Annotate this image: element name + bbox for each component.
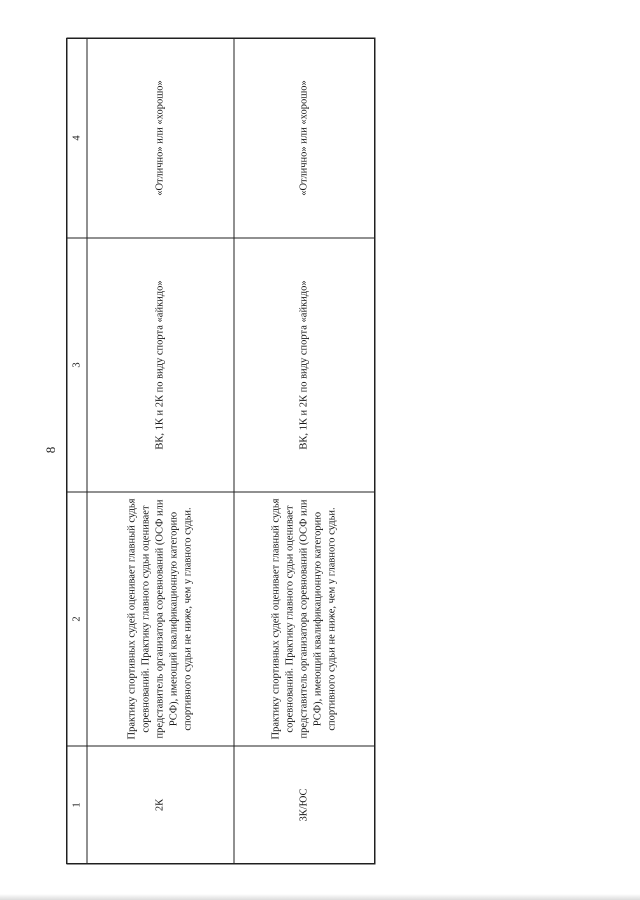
grade-text: «Отлично» или «хорошо» — [153, 79, 165, 196]
qualification-practice-table — [66, 37, 375, 864]
category-code-cell — [233, 746, 374, 864]
table-header-row — [67, 38, 87, 864]
category-code: 3К/ЮС — [297, 788, 309, 821]
column-number-2: 2 — [67, 492, 87, 746]
grade-cell — [233, 38, 374, 238]
evaluation-text: Практику спортивных судей оценивает главный судья соревнований. Практику главного судьи оценивает представитель организатора соревнований (ОСФ или РСФ), имеющий квалификационную категорию спортивного судьи не ниже, чем у главного судьи. — [126, 498, 193, 739]
category-code: 2К — [153, 798, 165, 811]
page-bottom-edge — [0, 894, 640, 900]
evaluation-text: Практику спортивных судей оценивает главный судья соревнований. Практику главного судьи оценивает представитель организатора соревнований (ОСФ или РСФ), имеющий квалификационную категорию спортивного судьи не ниже, чем у главного судьи. — [270, 498, 337, 739]
category-code-cell — [87, 746, 234, 864]
table-row — [233, 38, 374, 864]
column-number-4: 4 — [67, 38, 87, 238]
column-number-3: 3 — [67, 238, 87, 492]
page-number: 8 — [43, 446, 58, 454]
column-number-1: 1 — [67, 746, 87, 864]
evaluation-cell — [87, 492, 234, 746]
grade-text: «Отлично» или «хорошо» — [297, 79, 309, 196]
rotated-table-container — [66, 38, 375, 864]
grade-cell — [87, 38, 234, 238]
referee-categories-cell — [87, 238, 234, 492]
referee-categories-cell — [233, 238, 374, 492]
referee-categories-text: ВК, 1К и 2К по виду спорта «айкидо» — [153, 279, 165, 450]
referee-categories-text: ВК, 1К и 2К по виду спорта «айкидо» — [297, 279, 309, 450]
evaluation-cell — [233, 492, 374, 746]
table-row — [87, 38, 234, 864]
